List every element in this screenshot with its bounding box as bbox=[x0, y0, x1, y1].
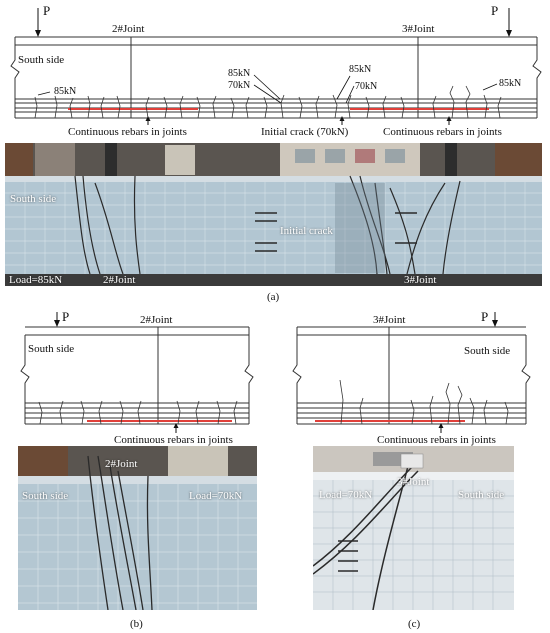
photo-a-south-side: South side bbox=[10, 193, 57, 205]
south-side-label: South side bbox=[18, 54, 65, 66]
panel-c-load-p: P bbox=[481, 309, 489, 324]
photo-c-load: Load=70kN bbox=[319, 489, 373, 501]
photo-c-joint: 3#Joint bbox=[397, 476, 430, 488]
panel-c-rebars-label: Continuous rebars in joints bbox=[377, 434, 496, 446]
load-p-right: P bbox=[491, 3, 499, 18]
photo-b-joint: 2#Joint bbox=[105, 458, 138, 470]
photo-a-initial-crack: Initial crack bbox=[280, 225, 333, 237]
crack-label-85kn-left: 85kN bbox=[54, 86, 77, 97]
rebars-label-left: Continuous rebars in joints bbox=[68, 126, 187, 138]
photo-a-joint-3: 3#Joint bbox=[404, 274, 437, 286]
caption-a: (a) bbox=[267, 291, 280, 303]
photo-b bbox=[18, 446, 257, 610]
crack-label-70kn-mid1: 70kN bbox=[228, 80, 251, 91]
photo-b-south-side: South side bbox=[22, 490, 69, 502]
panel-c-south-side: South side bbox=[464, 345, 511, 357]
joint-3-label: 3#Joint bbox=[402, 23, 435, 35]
crack-label-85kn-mid1: 85kN bbox=[228, 68, 251, 79]
photo-c-south-side: South side bbox=[458, 489, 505, 501]
caption-b: (b) bbox=[130, 618, 143, 630]
panel-b-load-p: P bbox=[62, 309, 70, 324]
photo-b-load: Load=70kN bbox=[189, 490, 243, 502]
panel-b-rebars-label: Continuous rebars in joints bbox=[114, 434, 233, 446]
crack-label-85kn-right: 85kN bbox=[499, 78, 522, 89]
panel-c-joint-label: 3#Joint bbox=[373, 314, 406, 326]
initial-crack-label: Initial crack (70kN) bbox=[261, 126, 349, 138]
caption-c: (c) bbox=[408, 618, 421, 630]
photo-a bbox=[5, 143, 542, 286]
crack-label-70kn-mid2: 70kN bbox=[355, 81, 378, 92]
panel-b-south-side: South side bbox=[28, 343, 75, 355]
photo-c bbox=[313, 446, 514, 610]
photo-a-joint-2: 2#Joint bbox=[103, 274, 136, 286]
crack-lines bbox=[35, 86, 501, 118]
rebars-label-right: Continuous rebars in joints bbox=[383, 126, 502, 138]
joint-2-label: 2#Joint bbox=[112, 23, 145, 35]
photo-a-load: Load=85kN bbox=[9, 274, 63, 286]
crack-label-85kn-mid2: 85kN bbox=[349, 64, 372, 75]
load-p-left: P bbox=[43, 3, 51, 18]
panel-b-joint-label: 2#Joint bbox=[140, 314, 173, 326]
